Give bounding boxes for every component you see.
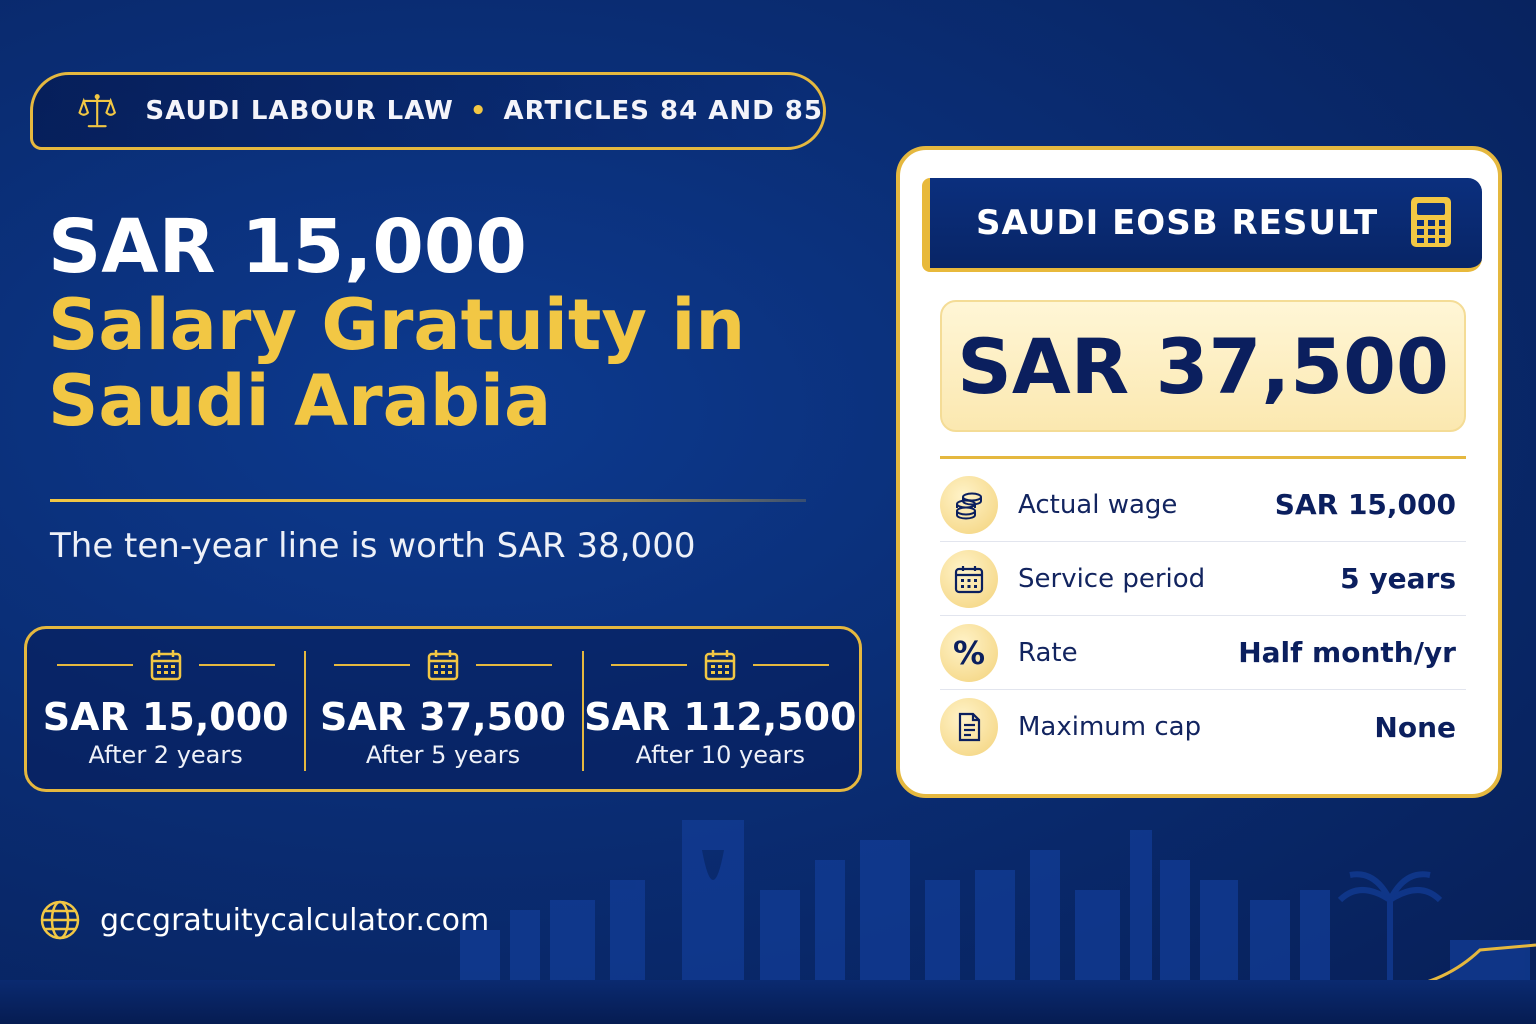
detail-label: Actual wage: [1018, 489, 1178, 520]
detail-value: SAR 15,000: [1274, 488, 1456, 521]
headline-line2: Salary Gratuity in: [48, 283, 746, 366]
milestones-panel: [24, 626, 862, 792]
headline: [48, 204, 746, 442]
detail-row-actual-wage: [940, 468, 1466, 542]
document-icon: [940, 698, 998, 756]
calendar-icon: [940, 550, 998, 608]
detail-value: Half month/yr: [1238, 636, 1456, 669]
result-details: [940, 468, 1466, 764]
law-badge: [30, 72, 826, 150]
badge-separator: •: [469, 96, 488, 126]
detail-label: Maximum cap: [1018, 712, 1202, 742]
card-divider: [940, 456, 1466, 459]
ornament-line: [199, 664, 275, 666]
globe-icon: [38, 898, 82, 942]
detail-label: Service period: [1018, 563, 1206, 594]
milestone-value: SAR 37,500: [320, 695, 566, 739]
ornament-line: [753, 664, 829, 666]
calendar-icon: [426, 648, 460, 682]
milestone-label: After 5 years: [365, 741, 521, 769]
ornament-line: [334, 664, 410, 666]
percent-glyph: %: [952, 633, 986, 672]
scales-icon: [77, 87, 117, 135]
footer: [38, 898, 489, 942]
headline-line3: Saudi Arabia: [48, 359, 552, 442]
headline-divider: [50, 499, 806, 502]
ornament-line: [476, 664, 552, 666]
milestone-value: SAR 15,000: [42, 695, 289, 739]
detail-row-rate: [940, 616, 1466, 690]
website-link[interactable]: gccgratuitycalculator.com: [100, 902, 490, 938]
milestone-label: After 10 years: [635, 741, 806, 769]
eosb-result-card: [896, 146, 1502, 798]
detail-label: Rate: [1018, 637, 1078, 668]
calendar-icon: [703, 648, 737, 682]
milestone-label: After 2 years: [88, 741, 243, 769]
headline-salary: SAR 15,000: [48, 204, 527, 290]
ornament-line: [611, 664, 687, 666]
percent-icon: [940, 624, 998, 682]
detail-row-maximum-cap: [940, 690, 1466, 764]
subline: The ten-year line is worth SAR 38,000: [50, 526, 696, 566]
result-amount: SAR 37,500: [957, 321, 1449, 411]
detail-row-service-period: [940, 542, 1466, 616]
result-card-header: [922, 178, 1482, 272]
coins-icon: [940, 476, 998, 534]
milestone-5-years: [304, 629, 581, 789]
result-card-title: SAUDI EOSB RESULT: [976, 203, 1379, 243]
calendar-icon: [149, 648, 183, 682]
milestone-10-years: [582, 629, 859, 789]
result-amount-box: [940, 300, 1466, 432]
bottom-bar: [0, 980, 1536, 1024]
ornament-line: [57, 664, 133, 666]
detail-value: None: [1374, 710, 1456, 744]
badge-articles-label: ARTICLES 84 AND 85: [503, 96, 823, 126]
calculator-icon: [1408, 194, 1454, 250]
badge-text: [145, 96, 823, 126]
milestone-2-years: [27, 629, 304, 789]
detail-value: 5 years: [1340, 562, 1456, 595]
badge-law-label: SAUDI LABOUR LAW: [145, 96, 454, 126]
milestone-value: SAR 112,500: [584, 695, 857, 739]
